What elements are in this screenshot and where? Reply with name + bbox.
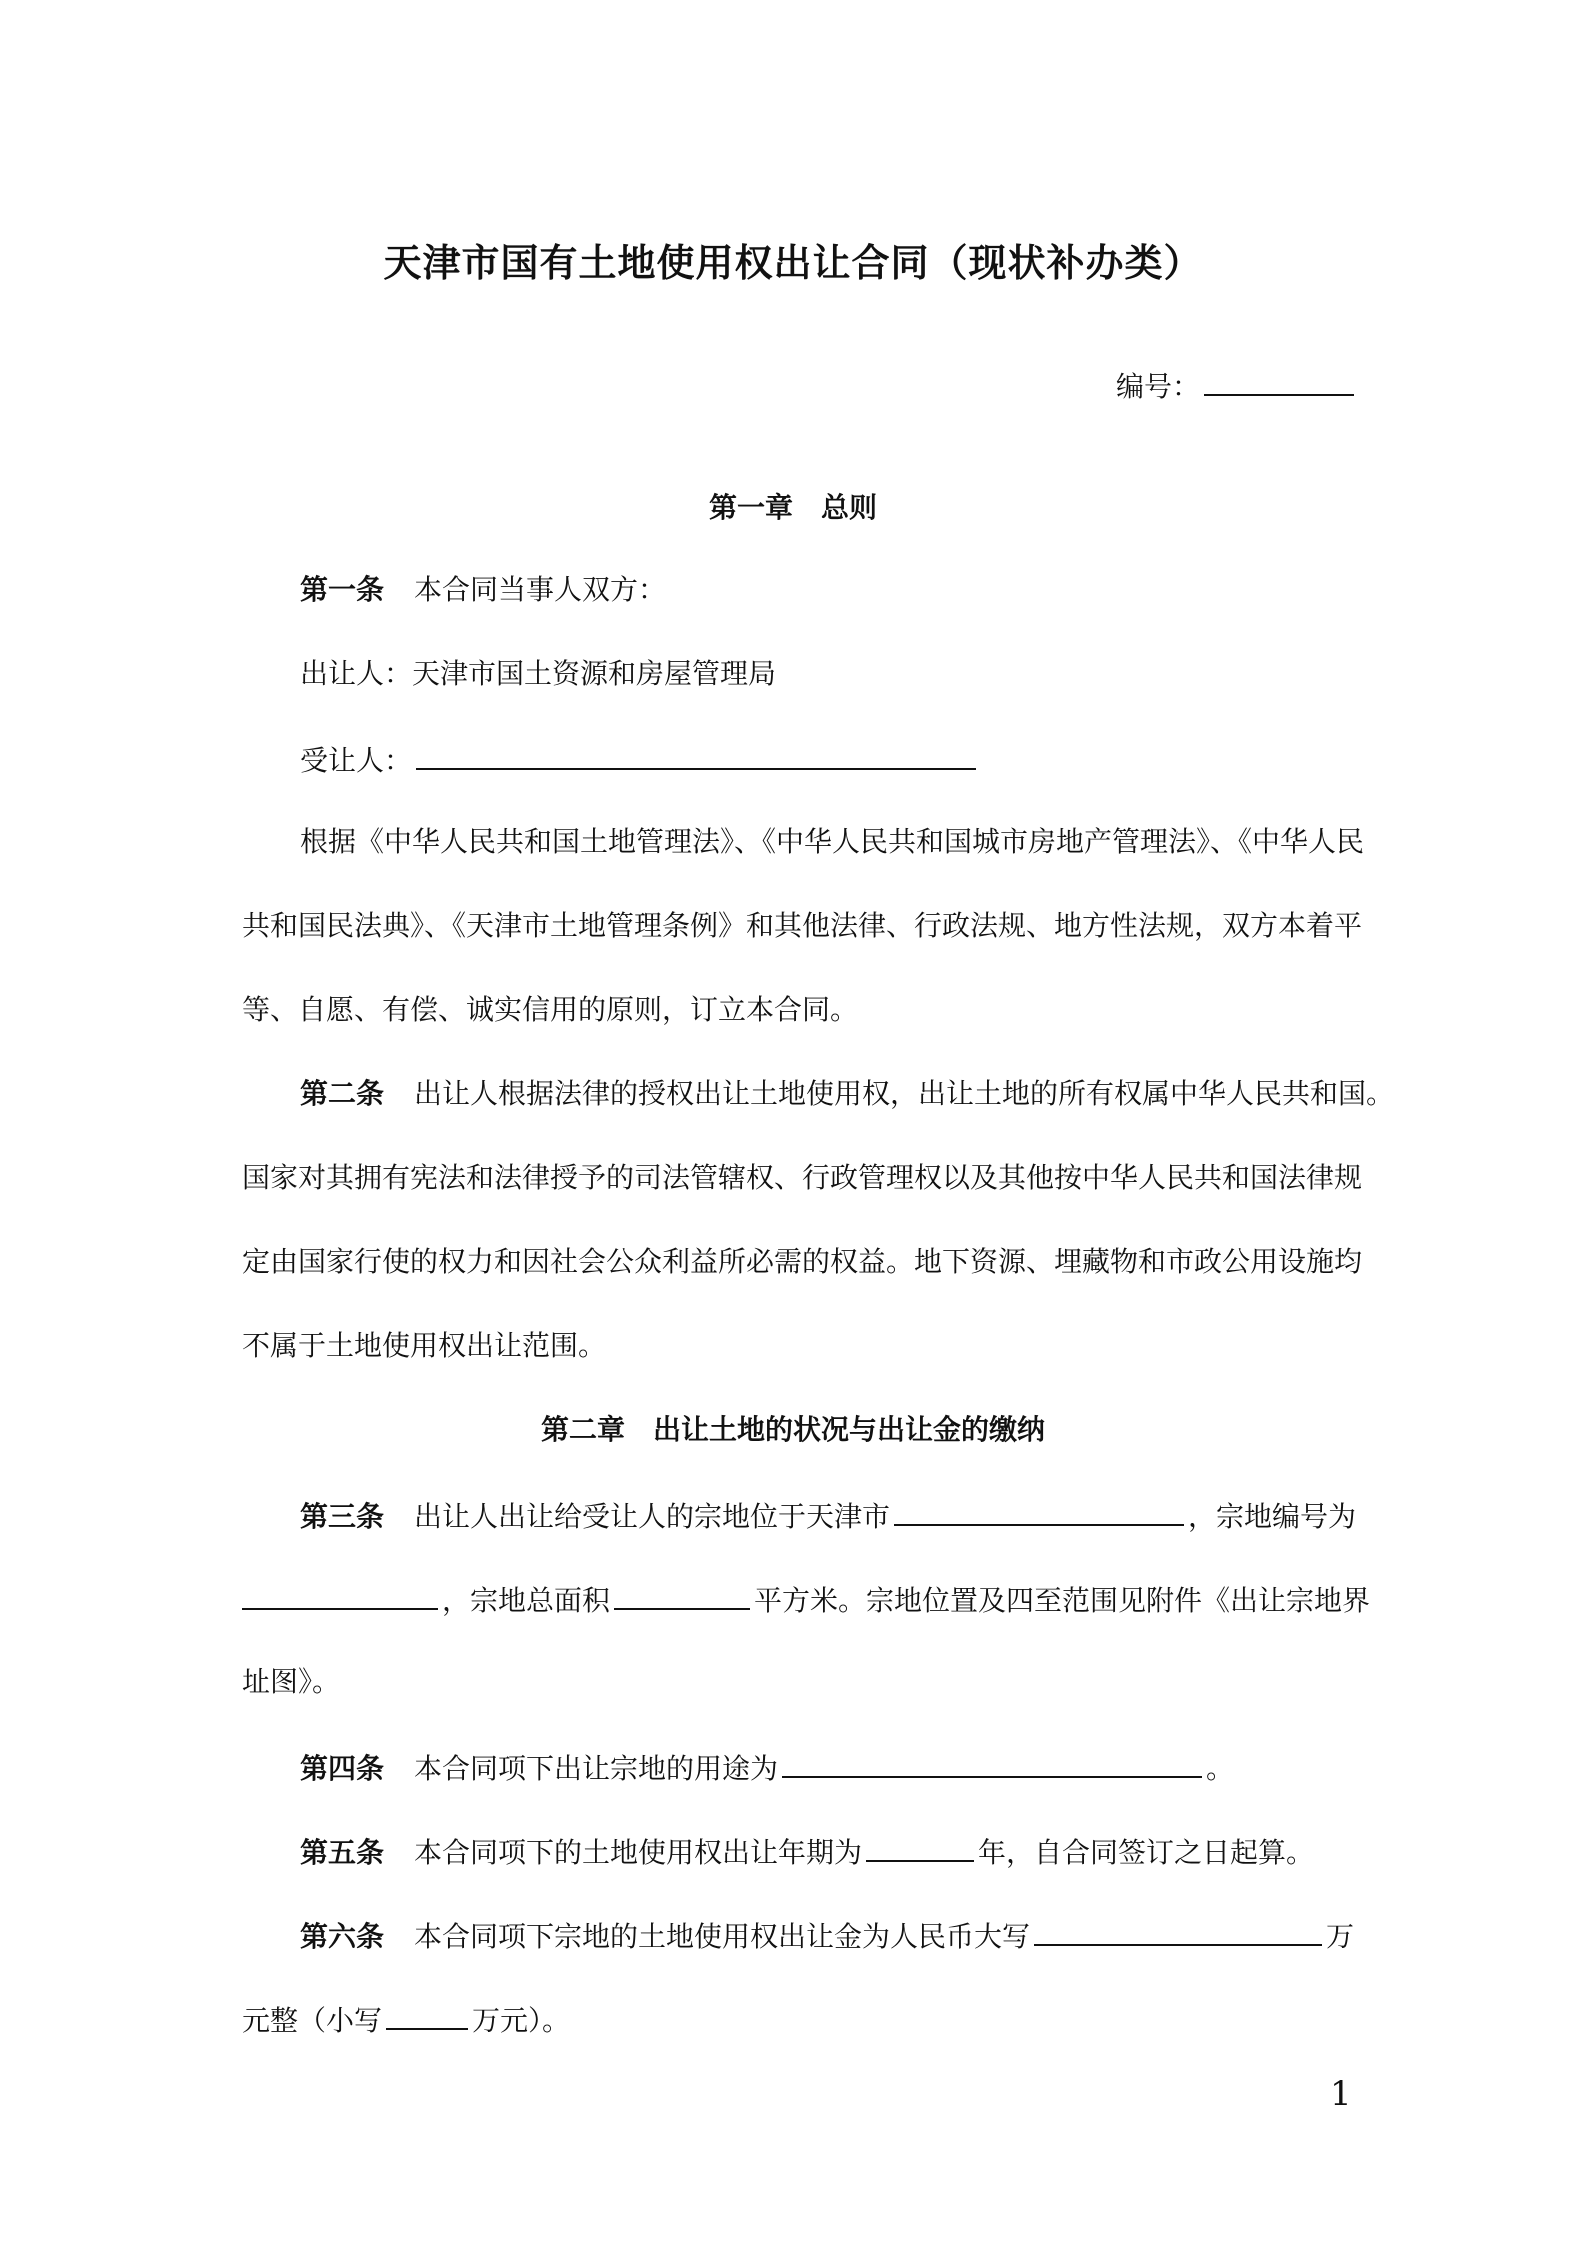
article-3-text-1: 出让人出让给受让人的宗地位于天津市 [414, 1500, 891, 1533]
chapter-2-heading: 第二章 出让土地的状况与出让金的缴纳 [540, 1413, 1045, 1446]
article-1-text: 本合同当事人双方： [414, 573, 667, 606]
article-2-line-4: 不属于土地使用权出让范围。 [242, 1329, 607, 1362]
basis-line-2: 共和国民法典》、《天津市土地管理条例》和其他法律、行政法规、地方性法规，双方本着平 [242, 909, 1363, 942]
document-title: 天津市国有土地使用权出让合同（现状补办类） [383, 241, 1203, 285]
article-4-text-1: 本合同项下出让宗地的用途为 [414, 1752, 779, 1785]
article-3-line-3: 址图》。 [242, 1665, 341, 1698]
article-3-line-1 [300, 1494, 1420, 1537]
page-number: 1 [1330, 2074, 1352, 2114]
price-uppercase-blank[interactable] [1034, 1914, 1322, 1946]
article-2-line-3: 定由国家行使的权力和因社会公众利益所必需的权益。地下资源、埋藏物和市政公用设施均 [242, 1245, 1363, 1278]
contract-number-row [1116, 364, 1358, 407]
grantee-line [300, 738, 1420, 781]
article-1-label: 第一条 [300, 573, 385, 606]
article-2-label: 第二条 [300, 1077, 385, 1110]
article-3-text-2: ，宗地编号为 [1188, 1500, 1357, 1533]
parcel-location-blank[interactable] [894, 1494, 1184, 1526]
article-1 [300, 570, 1420, 610]
grantee-label: 受让人： [300, 744, 413, 777]
article-6-text-4: 万元）。 [472, 2004, 571, 2037]
article-6-line-1 [300, 1914, 1420, 1957]
article-6-line-2 [242, 1998, 1362, 2041]
article-6-label: 第六条 [300, 1920, 385, 1953]
article-5-text-2: 年，自合同签订之日起算。 [978, 1836, 1315, 1869]
basis-line-1: 根据《中华人民共和国土地管理法》、《中华人民共和国城市房地产管理法》、《中华人民 [300, 825, 1365, 858]
article-2-text-1: 出让人根据法律的授权出让土地使用权，出让土地的所有权属中华人民共和国。 [414, 1077, 1395, 1110]
article-4 [300, 1746, 1420, 1789]
price-lowercase-blank[interactable] [386, 1998, 468, 2030]
article-6-text-3: 元整（小写 [242, 2004, 383, 2037]
grantee-blank[interactable] [416, 738, 976, 770]
article-6-text-1: 本合同项下宗地的土地使用权出让金为人民币大写 [414, 1920, 1031, 1953]
article-3-label: 第三条 [300, 1500, 385, 1533]
contract-number-blank[interactable] [1204, 364, 1354, 396]
land-use-blank[interactable] [782, 1746, 1202, 1778]
article-4-text-2: 。 [1206, 1752, 1235, 1785]
article-5 [300, 1830, 1420, 1873]
chapter-1-heading: 第一章 总则 [708, 491, 877, 524]
article-2-line-1 [300, 1074, 1420, 1114]
contract-number-label: 编号： [1116, 370, 1201, 403]
article-3-text-3: ，宗地总面积 [442, 1584, 611, 1617]
parcel-area-blank[interactable] [614, 1578, 750, 1610]
parcel-number-blank[interactable] [242, 1578, 438, 1610]
basis-line-3: 等、自愿、有偿、诚实信用的原则，订立本合同。 [242, 993, 859, 1026]
article-2-line-2: 国家对其拥有宪法和法律授予的司法管辖权、行政管理权以及其他按中华人民共和国法律规 [242, 1161, 1363, 1194]
article-6-text-2: 万 [1326, 1920, 1355, 1953]
article-3-line-2 [242, 1578, 1371, 1621]
grantor-line: 出让人：天津市国土资源和房屋管理局 [300, 657, 777, 690]
article-4-label: 第四条 [300, 1752, 385, 1785]
article-5-label: 第五条 [300, 1836, 385, 1869]
article-3-text-4: 平方米。宗地位置及四至范围见附件《出让宗地界 [754, 1584, 1371, 1617]
term-years-blank[interactable] [866, 1830, 974, 1862]
article-5-text-1: 本合同项下的土地使用权出让年期为 [414, 1836, 863, 1869]
